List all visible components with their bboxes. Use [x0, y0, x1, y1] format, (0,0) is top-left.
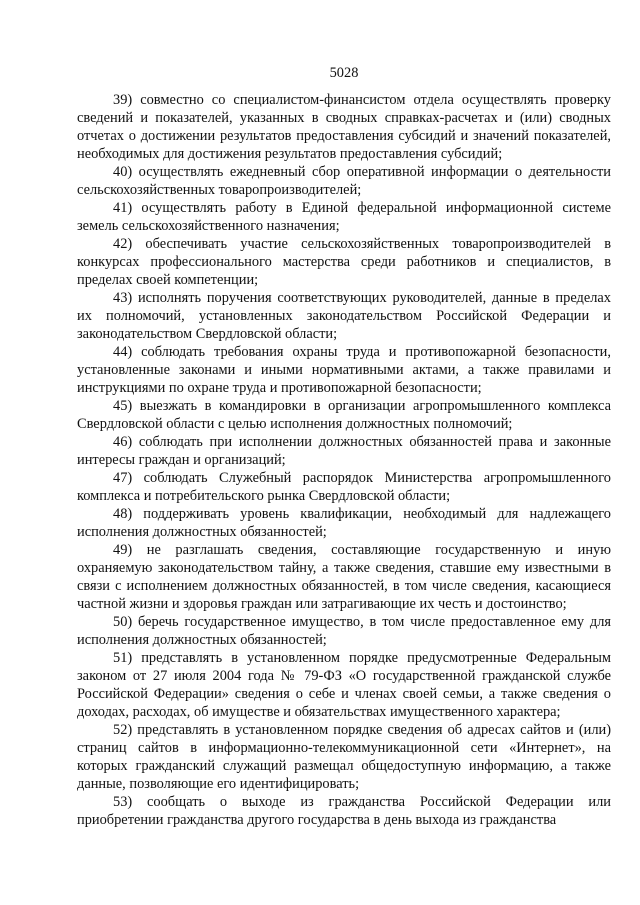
- list-item-40: 40) осуществлять ежедневный сбор оперативной информации о деятельности сельскохозяйственных товаропроизводителей;: [77, 164, 611, 198]
- list-item-45: 45) выезжать в командировки в организации агропромышленного комплекса Свердловской области с целью исполнения должностных полномочий;: [77, 398, 611, 432]
- list-item-43: 43) исполнять поручения соответствующих руководителей, данные в пределах их полномочий, установленных законодательством Российской Федерации и законодательством Свердловской области;: [77, 290, 611, 342]
- document-page: [77, 0, 611, 829]
- list-item-48: 48) поддерживать уровень квалификации, необходимый для надлежащего исполнения должностных обязанностей;: [77, 506, 611, 540]
- list-item-52: 52) представлять в установленном порядке сведения об адресах сайтов и (или) страниц сайтов в информационно-телекоммуникационной сети «Интернет», на которых гражданский служащий размещал общедоступную информацию, а также данные, позволяющие его идентифицировать;: [77, 722, 611, 792]
- list-item-47: 47) соблюдать Служебный распорядок Министерства агропромышленного комплекса и потребительского рынка Свердловской области;: [77, 470, 611, 504]
- page-number: 5028: [329, 65, 359, 81]
- list-item-50: 50) беречь государственное имущество, в том числе предоставленное ему для исполнения должностных обязанностей;: [77, 614, 611, 648]
- list-item-42: 42) обеспечивать участие сельскохозяйственных товаропроизводителей в конкурсах профессионального мастерства среди работников и специалистов, в пределах своей компетенции;: [77, 236, 611, 288]
- list-item-39: 39) совместно со специалистом-финансистом отдела осуществлять проверку сведений и показателей, указанных в сводных справках-расчетах и (или) сводных отчетах о достижении результатов предоставления субсидий и значений показателей, необходимых для достижения результатов предоставления субсидий;: [77, 92, 611, 162]
- list-item-51: 51) представлять в установленном порядке предусмотренные Федеральным законом от 27 июля 2004 года № 79-ФЗ «О государственной гражданской службе Российской Федерации» сведения о себе и членах своей семьи, а также сведения о доходах, расходах, об имуществе и обязательствах имущественного характера;: [77, 650, 611, 720]
- list-item-49: 49) не разглашать сведения, составляющие государственную и иную охраняемую законодательством тайну, а также сведения, ставшие ему известными в связи с исполнением должностных обязанностей, в том числе сведения, касающиеся частной жизни и здоровья граждан или затрагивающие их честь и достоинство;: [77, 542, 611, 612]
- list-item-41: 41) осуществлять работу в Единой федеральной информационной системе земель сельскохозяйственного назначения;: [77, 200, 611, 234]
- list-item-53: 53) сообщать о выходе из гражданства Российской Федерации или приобретении гражданства другого государства в день выхода из гражданства: [77, 794, 611, 828]
- list-item-44: 44) соблюдать требования охраны труда и противопожарной безопасности, установленные законами и иными нормативными актами, а также правилами и инструкциями по охране труда и противопожарной безопасности;: [77, 344, 611, 396]
- list-item-46: 46) соблюдать при исполнении должностных обязанностей права и законные интересы граждан и организаций;: [77, 434, 611, 468]
